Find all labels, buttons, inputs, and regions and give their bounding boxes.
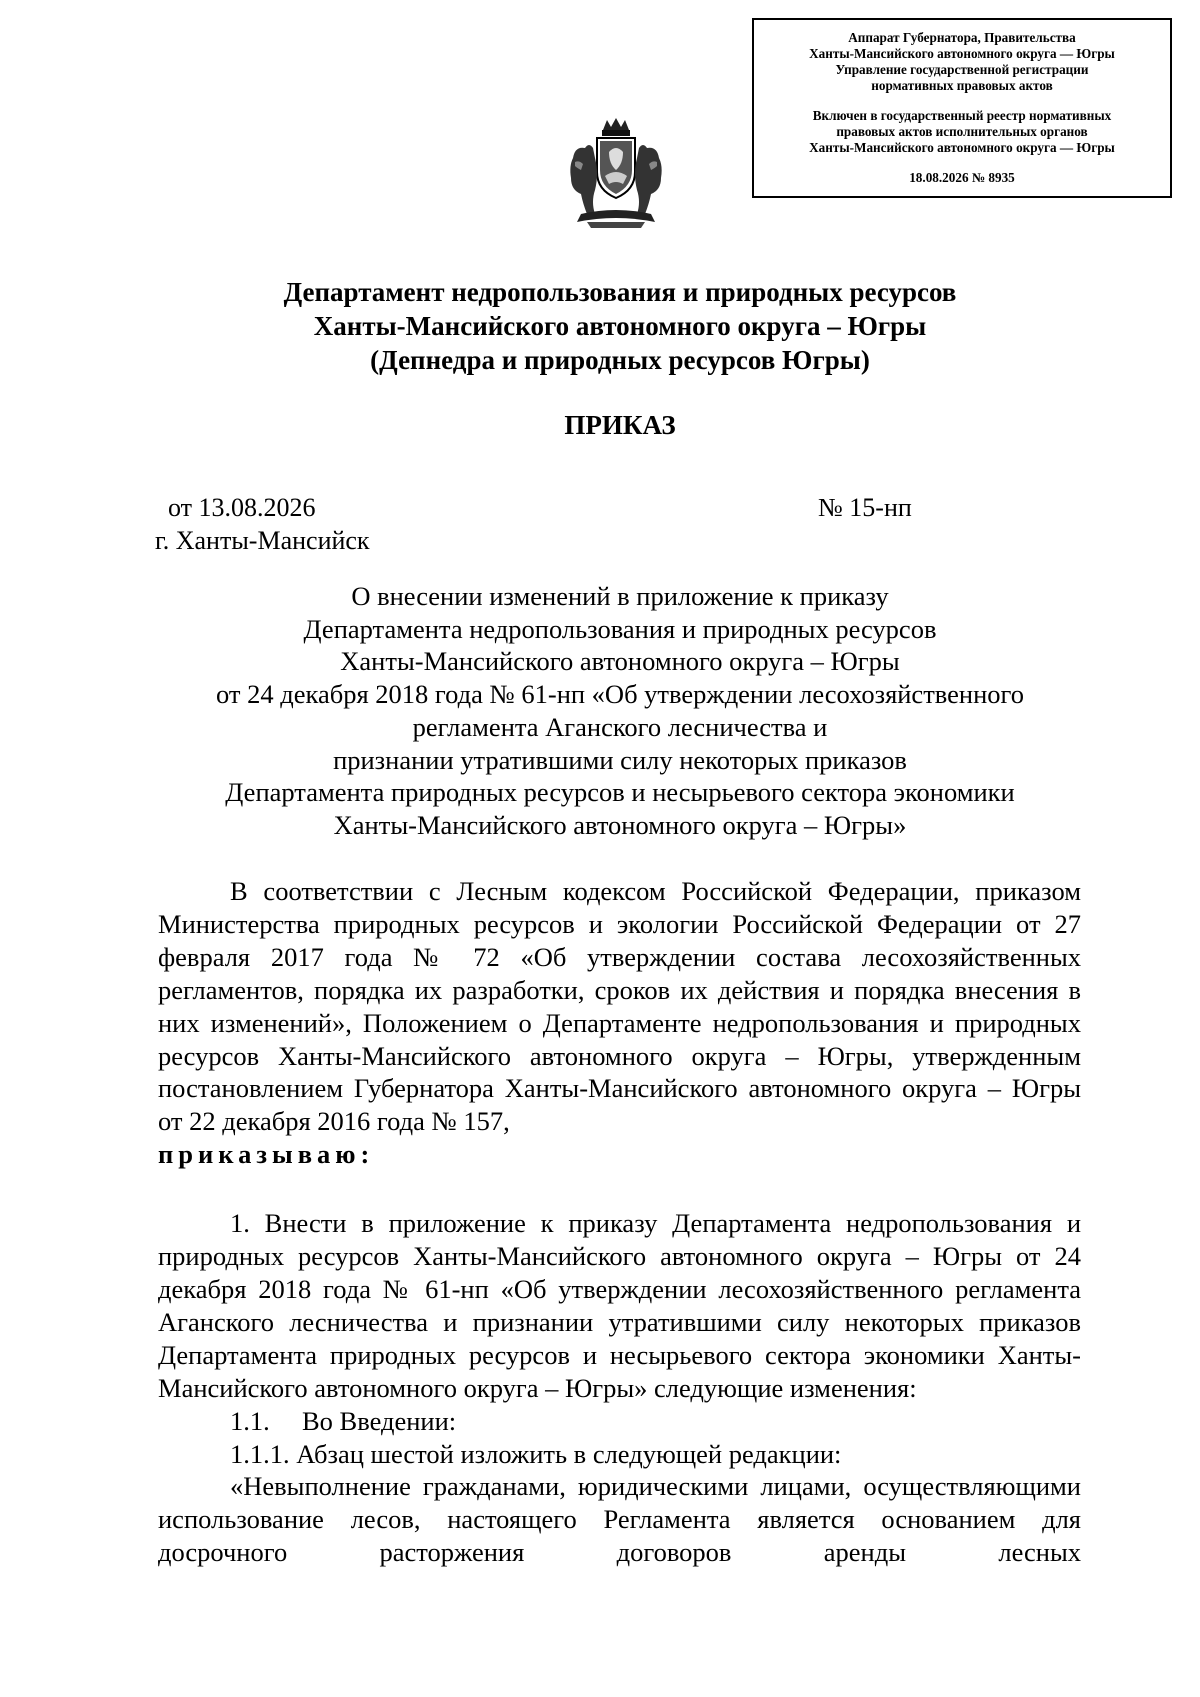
- stamp-registration-number: 18.08.2026 № 8935: [909, 170, 1015, 185]
- stamp-line: Аппарат Губернатора, Правительства: [848, 30, 1076, 45]
- quote-paragraph: «Невыполнение гражданами, юридическими лицами, осуществляющими использование лесов, настоящего Регламента является основанием для досрочного расторжения договоров аренды лесных: [158, 1471, 1081, 1568]
- subject-line: Ханты-Мансийского автономного округа – Югры: [340, 646, 900, 677]
- order-date: от 13.08.2026: [168, 493, 316, 522]
- order-city: г. Ханты-Мансийск: [155, 526, 370, 555]
- stamp-line: Ханты-Мансийского автономного округа — Югры: [809, 46, 1115, 61]
- org-line: (Депнедра и природных ресурсов Югры): [370, 345, 870, 375]
- organization-name: [0, 275, 1200, 377]
- item-1-paragraph: 1. Внести в приложение к приказу Департамента недропользования и природных ресурсов Ханты-Мансийского автономного округа – Югры от 24 декабря 2018 года № 61-нп «Об утверждении лесохозяйственного регламента Аганского лесничества и признании утратившими силу некоторых приказов Департамента природных ресурсов и несырьевого сектора экономики Ханты-Мансийского автономного округа – Югры» следующие изменения:: [158, 1208, 1081, 1403]
- order-word-paragraph: [158, 1138, 1081, 1171]
- subject-line: регламента Аганского лесничества и: [412, 711, 828, 742]
- item-1-1-paragraph: [158, 1405, 1081, 1438]
- item-1-1-number: 1.1.: [230, 1405, 270, 1436]
- subject-line: признании утратившими силу некоторых приказов: [333, 744, 907, 775]
- subject-line: Департамента природных ресурсов и несырьевого сектора экономики: [225, 777, 1015, 808]
- stamp-line: правовых актов исполнительных органов: [836, 124, 1088, 139]
- registration-stamp: [752, 18, 1172, 198]
- stamp-line: нормативных правовых актов: [871, 78, 1053, 93]
- org-line: Ханты-Мансийского автономного округа – Югры: [313, 311, 927, 341]
- stamp-line: Управление государственной регистрации: [835, 62, 1089, 77]
- order-number: № 15-нп: [818, 493, 912, 522]
- order-word: приказываю:: [158, 1139, 375, 1170]
- item-1-1-1-paragraph: 1.1.1. Абзац шестой изложить в следующей редакции:: [230, 1438, 842, 1469]
- order-body: [158, 875, 1081, 1569]
- subject-line: от 24 декабря 2018 года № 61-нп «Об утверждении лесохозяйственного: [216, 679, 1024, 710]
- coat-of-arms-icon: [565, 118, 667, 230]
- org-line: Департамент недропользования и природных ресурсов: [283, 277, 957, 307]
- preamble-text: В соответствии с Лесным кодексом Российской Федерации, приказом Министерства природных ресурсов и экологии Российской Федерации от 27 февраля 2017 года № 72 «Об утверждении состава лесохозяйственных регламентов, порядка их разработки, сроков их действия и порядка внесения в них изменений», Положением о Департаменте недропользования и природных ресурсов Ханты-Мансийского автономного округа – Югры, утвержденным постановлением Губернатора Ханты-Мансийского автономного округа – Югры от 22 декабря 2016 года № 157,: [158, 876, 1081, 1137]
- document-type: ПРИКАЗ: [564, 410, 676, 440]
- stamp-line: Ханты-Мансийского автономного округа — Югры: [809, 140, 1115, 155]
- item-1-1-text: Во Введении:: [302, 1405, 457, 1436]
- subject-line: Ханты-Мансийского автономного округа – Югры»: [333, 809, 907, 840]
- stamp-line: Включен в государственный реестр нормативных: [812, 108, 1112, 123]
- paragraph-spacer: [158, 1171, 1081, 1207]
- subject-line: Департамента недропользования и природных ресурсов: [303, 613, 937, 644]
- preamble-paragraph: [158, 875, 1081, 1138]
- order-subject: [0, 580, 1200, 842]
- subject-line: О внесении изменений в приложение к приказу: [351, 581, 889, 611]
